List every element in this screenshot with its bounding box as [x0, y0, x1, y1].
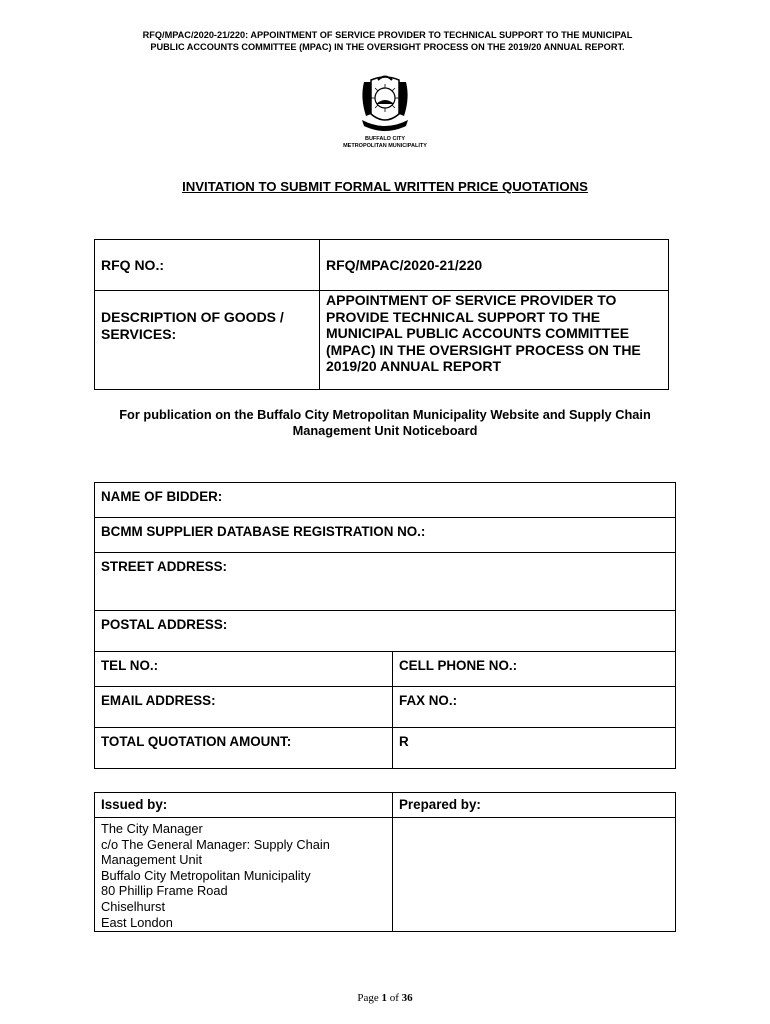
total-pages: 36 — [401, 992, 413, 1004]
issuer-table — [94, 792, 676, 932]
postal-address-field[interactable]: POSTAL ADDRESS: — [95, 611, 676, 652]
prepared-by-label: Prepared by: — [393, 793, 676, 818]
cell-phone-field[interactable]: CELL PHONE NO.: — [393, 652, 676, 687]
page-footer — [0, 992, 770, 1004]
crest-icon — [340, 74, 430, 136]
publication-note: For publication on the Buffalo City Metropolitan Municipality Website and Supply Chain Management Unit Noticeboard — [119, 407, 651, 438]
email-fax-row — [95, 687, 676, 728]
current-page: 1 — [381, 992, 387, 1004]
registration-row — [95, 518, 676, 553]
rfq-number-label: RFQ NO.: — [95, 240, 320, 291]
rfq-info-table — [94, 239, 669, 390]
street-address-row — [95, 553, 676, 611]
street-address-field[interactable]: STREET ADDRESS: — [95, 553, 676, 611]
address-line: Management Unit — [101, 852, 203, 868]
phone-row — [95, 652, 676, 687]
page-prefix: Page — [357, 992, 382, 1004]
registration-number-field[interactable]: BCMM SUPPLIER DATABASE REGISTRATION NO.: — [95, 518, 676, 553]
issuer-details-row — [95, 818, 676, 932]
postal-address-row — [95, 611, 676, 652]
description-value: APPOINTMENT OF SERVICE PROVIDER TO PROVIDE TECHNICAL SUPPORT TO THE MUNICIPAL PUBLIC ACCOUNTS COMMITTEE (MPAC) IN THE OVERSIGHT PROCESS ON THE 2019/20 ANNUAL REPORT — [320, 291, 669, 390]
address-line: 80 Phillip Frame Road — [101, 883, 228, 899]
email-address-field[interactable]: EMAIL ADDRESS: — [95, 687, 393, 728]
tel-number-field[interactable]: TEL NO.: — [95, 652, 393, 687]
page-of: of — [386, 992, 402, 1004]
bidder-name-row — [95, 483, 676, 518]
address-line: c/o The General Manager: Supply Chain — [101, 836, 330, 852]
address-line: The City Manager — [101, 821, 203, 836]
logo-line-1: BUFFALO CITY — [364, 136, 406, 142]
prepared-by-field[interactable] — [393, 818, 676, 932]
issuer-header-row — [95, 793, 676, 818]
description-label: DESCRIPTION OF GOODS / SERVICES: — [95, 291, 320, 390]
rfq-number-value: RFQ/MPAC/2020-21/220 — [320, 240, 669, 291]
total-amount-label: TOTAL QUOTATION AMOUNT: — [95, 728, 393, 769]
total-amount-row — [95, 728, 676, 769]
total-amount-field[interactable]: R — [393, 728, 676, 769]
header-line-2: PUBLIC ACCOUNTS COMMITTEE (MPAC) IN THE OVERSIGHT PROCESS ON THE 2019/20 ANNUAL REPORT. — [150, 42, 625, 52]
logo-caption — [322, 136, 448, 150]
page-title: INVITATION TO SUBMIT FORMAL WRITTEN PRICE QUOTATIONS — [182, 179, 588, 194]
logo-line-2: METROPOLITAN MUNICIPALITY — [343, 143, 427, 149]
rfq-number-row — [95, 240, 669, 291]
address-line: Buffalo City Metropolitan Municipality — [101, 867, 311, 883]
document-header — [80, 29, 695, 53]
fax-number-field[interactable]: FAX NO.: — [393, 687, 676, 728]
description-row — [95, 291, 669, 390]
issued-by-label: Issued by: — [95, 793, 393, 818]
bidder-details-table — [94, 482, 676, 769]
bidder-name-field[interactable]: NAME OF BIDDER: — [95, 483, 676, 518]
issuer-address — [95, 818, 393, 932]
address-line: East London — [101, 914, 173, 930]
header-line-1: RFQ/MPAC/2020-21/220: APPOINTMENT OF SERVICE PROVIDER TO TECHNICAL SUPPORT TO THE MUNICIPAL — [142, 30, 633, 40]
address-line: Chiselhurst — [101, 898, 166, 914]
